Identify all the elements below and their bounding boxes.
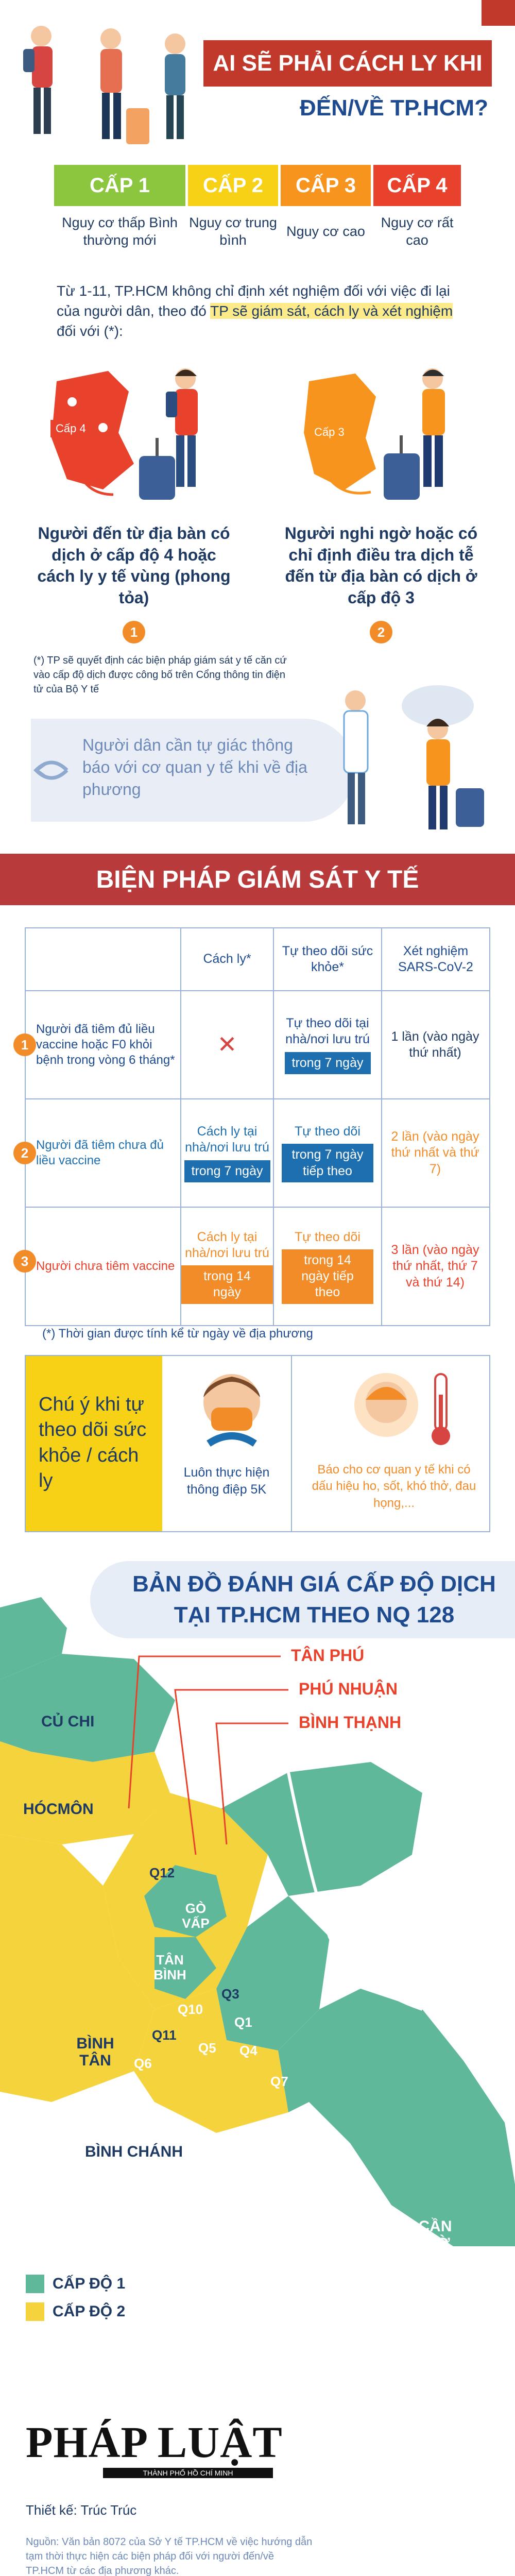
area-q8: Q8 [111,2102,129,2117]
footnote-text: (*) TP sẽ quyết định các biện pháp giám sát y tế căn cứ vào cấp độ dịch được công bố trên Cổng thông tin điện tử của Bộ Y tế [33,655,287,695]
area-q11: Q11 [152,2027,177,2043]
row1-isolation-none-icon: ✕ [217,1031,237,1058]
row3-isolation-text: Cách ly tại nhà/nơi lưu trú [185,1229,269,1260]
area-cu-chi: CỦ CHI [41,1713,95,1730]
col-header-isolation: Cách ly* [203,952,251,967]
area-q1: Q1 [234,2014,252,2030]
area-q7: Q7 [270,2074,288,2089]
legend-item-2 [26,2302,180,2321]
thermometer-person-icon [345,1364,464,1451]
intro-highlight: TP sẽ giám sát, cách ly và xét nghiệm [210,303,453,319]
area-thu-duc: TP. THỦ ĐỨC [350,1937,448,1954]
intro-pre: Từ 1-11, TP.HCM không chỉ định xét nghiệm đối với việc đi lại của người dân, theo đó [57,283,450,319]
level-table [54,165,461,263]
group-1-illustration [46,361,221,515]
mask-person-icon [191,1366,273,1449]
area-binh-tan: BÌNH TÂN [76,2035,114,2069]
brand-logo-sub: THÀNH PHỐ HỒ CHÍ MINH [103,2468,273,2478]
row3-label: Người chưa tiêm vaccine [36,1259,175,1273]
level-column-1 [54,165,185,258]
row2-isolation-badge: trong 7 ngày [184,1160,270,1182]
row2-isolation [181,1099,273,1207]
time-note: (*) Thời gian được tính kể từ ngày về địa phương [42,1327,313,1341]
area-go-vap: GÒ VẤP [182,1901,210,1931]
designer-credit: Thiết kế: Trúc Trúc [26,2502,137,2518]
area-q4: Q4 [239,2043,258,2058]
level-3-header: CẤP 3 [281,165,371,206]
area-q12: Q12 [149,1865,175,1880]
intro-text [57,281,469,342]
group-2-number: 2 [370,621,392,643]
row2-monitor-badge: trong 7 ngày tiếp theo [282,1144,373,1182]
tip-2-text: Báo cho cơ quan y tế khi có dấu hiệu ho, sốt, khó thở, đau họng,... [312,1463,476,1510]
title-line-2: ĐẾN/VỀ TP.HCM? [300,95,488,121]
callout-tan-phu: TÂN PHÚ [291,1646,365,1665]
col-header-monitor: Tự theo dõi sức khỏe* [282,943,373,974]
row1-test: 1 lần (vào ngày thứ nhất) [391,1029,479,1060]
legend-item-1 [26,2275,180,2293]
level-column-4 [373,165,461,258]
area-binh-chanh: BÌNH CHÁNH [85,2143,183,2160]
group-2-tag: Cấp 3 [309,423,350,441]
legend-label-1: CẤP ĐỘ 1 [53,2275,126,2292]
measures-table [25,927,490,1326]
group-2-text: Người nghi ngờ hoặc có chỉ định điều tra dịch tễ đến từ địa bàn có dịch ở cấp độ 3 [284,524,478,607]
row1-monitor [274,991,381,1098]
area-q10: Q10 [178,2002,203,2017]
map-title-line-2: TẠI TP.HCM THEO NQ 128 [174,1602,455,1628]
col-header-test: Xét nghiệm SARS-CoV-2 [398,943,473,974]
medical-staff-illustration [319,677,494,837]
area-tan-binh: TÂN BÌNH [153,1952,186,1982]
callout-phu-nhuan: PHÚ NHUẬN [299,1680,398,1698]
source-note: Nguồn: Văn bản 8072 của Sở Y tế TP.HCM về việc hướng dẫn tạm thời thực hiện các biện pháp đối với người đến/về TP.HCM từ các địa phương khác. [26,2536,313,2576]
row2-monitor-text: Tự theo dõi [295,1124,360,1139]
row3-monitor-badge: trong 14 ngày tiếp theo [282,1249,373,1304]
row3-number: 3 [13,1250,36,1273]
row2-monitor [274,1099,381,1207]
level-2-desc: Nguy cơ trung bình [189,215,277,248]
arrow-icon [26,752,77,788]
row3-isolation [181,1208,273,1325]
level-column-3 [281,165,371,258]
legend-swatch-1 [26,2275,44,2293]
area-q3: Q3 [221,1986,239,2002]
row3-monitor [274,1208,381,1325]
attention-box [25,1355,490,1532]
level-4-header: CẤP 4 [373,165,461,206]
row3-monitor-text: Tự theo dõi [295,1229,360,1244]
row1-number: 1 [13,1033,36,1056]
area-nha-be: NHÀ BÈ [263,2136,322,2153]
row2-label: Người đã tiêm chưa đủ liều vaccine [36,1138,164,1167]
row3-isolation-badge: trong 14 ngày [181,1265,273,1304]
title-line-1: AI SẼ PHẢI CÁCH LY KHI [203,40,492,87]
area-can-gio: CẦN GIỜ [418,2218,452,2252]
area-hoc-mon: HÓCMÔN [23,1801,94,1818]
level-3-desc: Nguy cơ cao [286,224,365,240]
row2-number: 2 [13,1142,36,1164]
group-1-tag: Cấp 4 [50,420,91,437]
header-section [0,0,515,160]
row2-isolation-text: Cách ly tại nhà/nơi lưu trú [185,1124,269,1155]
row1-label: Người đã tiêm đủ liều vaccine hoặc F0 khỏi bệnh trong vòng 6 tháng* [36,1022,175,1067]
level-column-2 [188,165,278,258]
row1-monitor-text: Tự theo dõi tại nhà/nơi lưu trú [285,1016,370,1047]
callout-binh-thanh: BÌNH THẠNH [299,1713,402,1732]
row2-test: 2 lần (vào ngày thứ nhất và thứ 7) [391,1129,479,1176]
tip-1-text: Luôn thực hiện thông điệp 5K [183,1465,270,1497]
level-4-desc: Nguy cơ rất cao [381,215,454,248]
group-1-number: 1 [123,621,145,643]
attention-label: Chú ý khi tự theo dõi sức khỏe / cách ly [39,1394,147,1492]
row1-monitor-badge: trong 7 ngày [285,1052,371,1074]
map-legend [26,2275,180,2321]
travelers-illustration [21,15,196,155]
area-q5: Q5 [198,2040,216,2056]
legend-label-2: CẤP ĐỘ 2 [53,2303,126,2320]
grid-v-attn [291,1356,292,1531]
level-2-header: CẤP 2 [188,165,278,206]
level-1-desc: Nguy cơ thấp Bình thường mới [62,215,178,248]
row3-test: 3 lần (vào ngày thứ nhất, thứ 7 và thứ 14) [391,1243,479,1290]
area-q6: Q6 [134,2056,152,2071]
section2-banner: BIỆN PHÁP GIÁM SÁT Y TẾ [0,854,515,905]
brand-logo: PHÁP LUẬT [26,2417,283,2467]
corner-accent [482,0,515,26]
group-1-text: Người đến từ địa bàn có dịch ở cấp độ 4 hoặc cách ly y tế vùng (phong tỏa) [37,524,231,607]
level-1-header: CẤP 1 [54,165,185,206]
notice-text: Người dân cần tự giác thông báo với cơ quan y tế khi về địa phương [82,736,307,799]
map-title-line-1: BẢN ĐỒ ĐÁNH GIÁ CẤP ĐỘ DỊCH [132,1571,496,1597]
intro-post: đối với (*): [57,323,123,340]
legend-swatch-2 [26,2302,44,2321]
